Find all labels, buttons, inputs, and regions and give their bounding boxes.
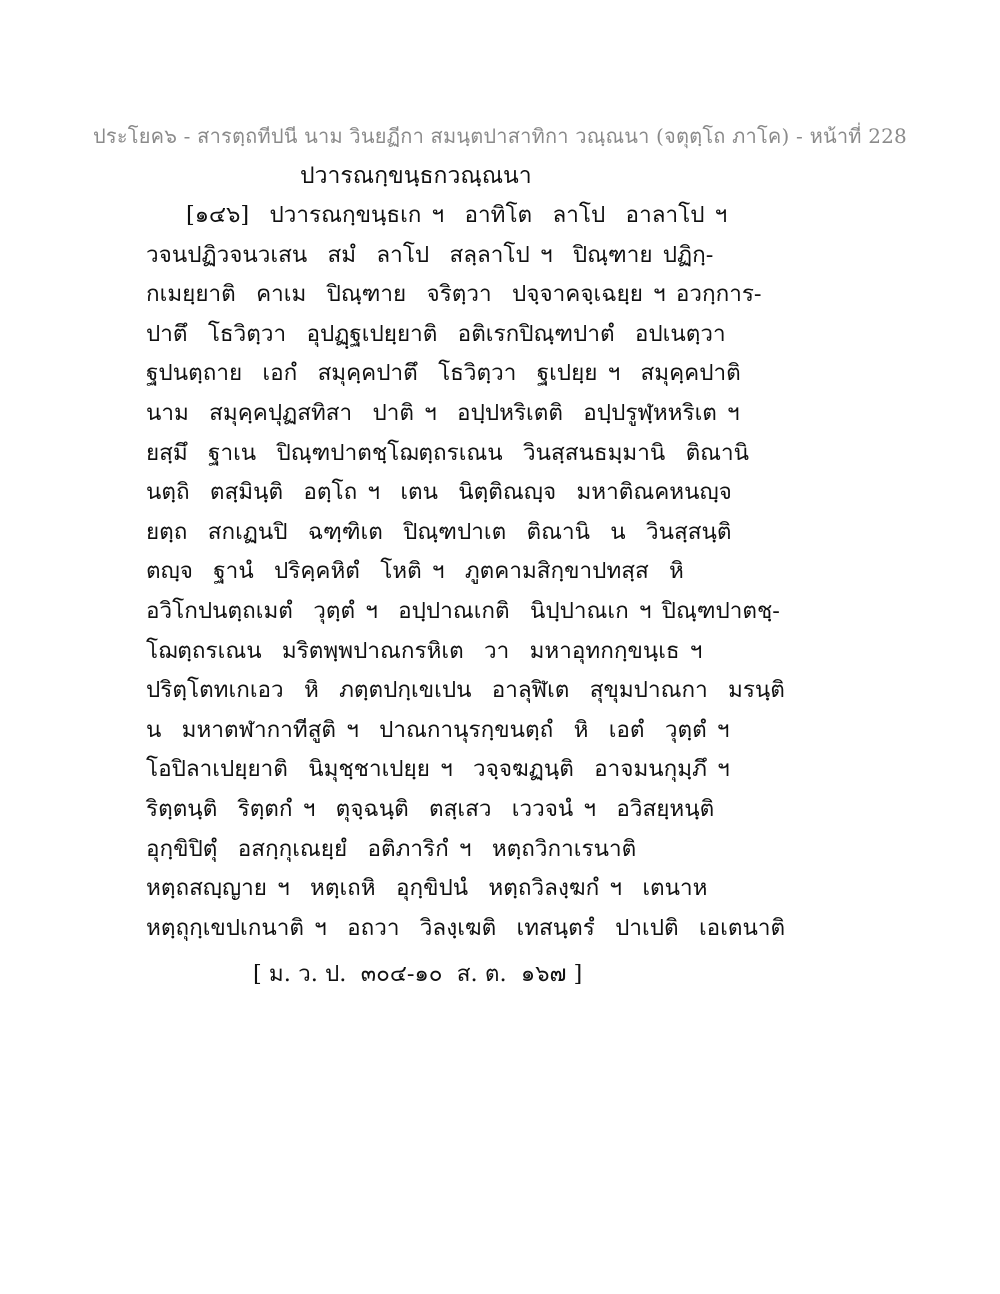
section-title: ปวารณกฺขนฺธกวณฺณนา [300, 163, 532, 189]
text-line: โฌตฺถรเณน มริตพฺพปาณกรหิเต วา มหาอุทกกฺขนฺเธ ฯ [146, 637, 703, 664]
text-line: [๑๔๖] ปวารณกฺขนฺธเก ฯ อาทิโต ลาโป อาลาโป ฯ [186, 202, 728, 228]
text-line: หตฺถุกฺเขปเกนาติ ฯ อถวา วิลงฺเฆติ เทสนฺตรํ ปาเปติ เอเตนาติ [146, 914, 786, 941]
text-line: กเมยฺยาติ คาเม ปิณฺฑาย จริตฺวา ปจฺจาคจฺเฉยฺย ฯ อวกฺการ- [146, 281, 762, 308]
text-line: ปริตฺโตทเกเอว หิ ภตฺตปกฺเขเปน อาลุฬิเต สุขุมปาณกา มรนฺติ [146, 677, 785, 704]
page-header: ประโยค๖ - สารตฺถทีปนี นาม วินยฏีกา สมนฺตปาสาทิกา วณฺณนา (จตุตฺโถ ภาโค) - หน้าที่ 228 [93, 124, 907, 148]
text-line: น มหาตฬากาทีสูติ ฯ ปาณกานุรกฺขนตฺถํ หิ เอตํ วุตฺตํ ฯ [146, 716, 730, 743]
text-line: อุกฺขิปิตุํ อสกฺกุเณยฺยํ อติภาริกํ ฯ หตฺถวิกาเรนาติ [146, 835, 637, 862]
text-line: ตญฺจ ฐานํ ปริคฺคหิตํ โหติ ฯ ภูตคามสิกฺขาปทสฺส หิ [146, 558, 684, 585]
text-line: วจนปฏิวจนวเสน สมํ ลาโป สลฺลาโป ฯ ปิณฺฑาย ปฏิกฺ- [146, 241, 714, 268]
text-line: ริตฺตนฺติ ริตฺตกํ ฯ ตุจฺฉนฺติ ตสฺเสว เววจนํ ฯ อวิสยฺหนฺติ [146, 795, 715, 822]
text-line: อวิโกปนตฺถเมตํ วุตฺตํ ฯ อปฺปาณเกติ นิปฺปาณเก ฯ ปิณฺฑปาตชฺ- [146, 597, 780, 624]
text-line: นตฺถิ ตสฺมินฺติ อตฺโถ ฯ เตน นิตฺติณญฺจ มหาติณคหนญฺจ [146, 479, 732, 506]
text-line: ฐปนตฺถาย เอกํ สมุคฺคปาตึ โธวิตฺวา ฐเปยฺย ฯ สมุคฺคปาติ [146, 360, 741, 387]
source-reference: [ ม. ว. ป. ๓๐๔-๑๐ ส. ต. ๑๖๗ ] [253, 961, 583, 987]
body-text [146, 196, 786, 948]
text-line: โอปิลาเปยฺยาติ นิมุชฺชาเปยฺย ฯ วจฺจฆฏนฺติ อาจมนกุมฺภึ ฯ [146, 756, 730, 783]
text-line: ยตฺถ สกเฏนปิ ฉฑฺฑิเต ปิณฺฑปาเต ติณานิ น วินสฺสนฺติ [146, 518, 732, 545]
text-line: นาม สมุคฺคปุฏสทิสา ปาติ ฯ อปฺปหริเตติ อปฺปรูฬฺหหริเต ฯ [146, 399, 740, 426]
text-line: หตฺถสญฺญาย ฯ หตฺเถหิ อุกฺขิปนํ หตฺถวิลงฺฆกํ ฯ เตนาห [146, 875, 708, 902]
text-line: ยสฺมึ ฐาเน ปิณฺฑปาตชฺโฌตฺถรเณน วินสฺสนธมฺมานิ ติณานิ [146, 439, 750, 466]
text-line: ปาตึ โธวิตฺวา อุปฏฺฐเปยฺยาติ อติเรกปิณฺฑปาตํ อปเนตฺวา [146, 320, 726, 347]
